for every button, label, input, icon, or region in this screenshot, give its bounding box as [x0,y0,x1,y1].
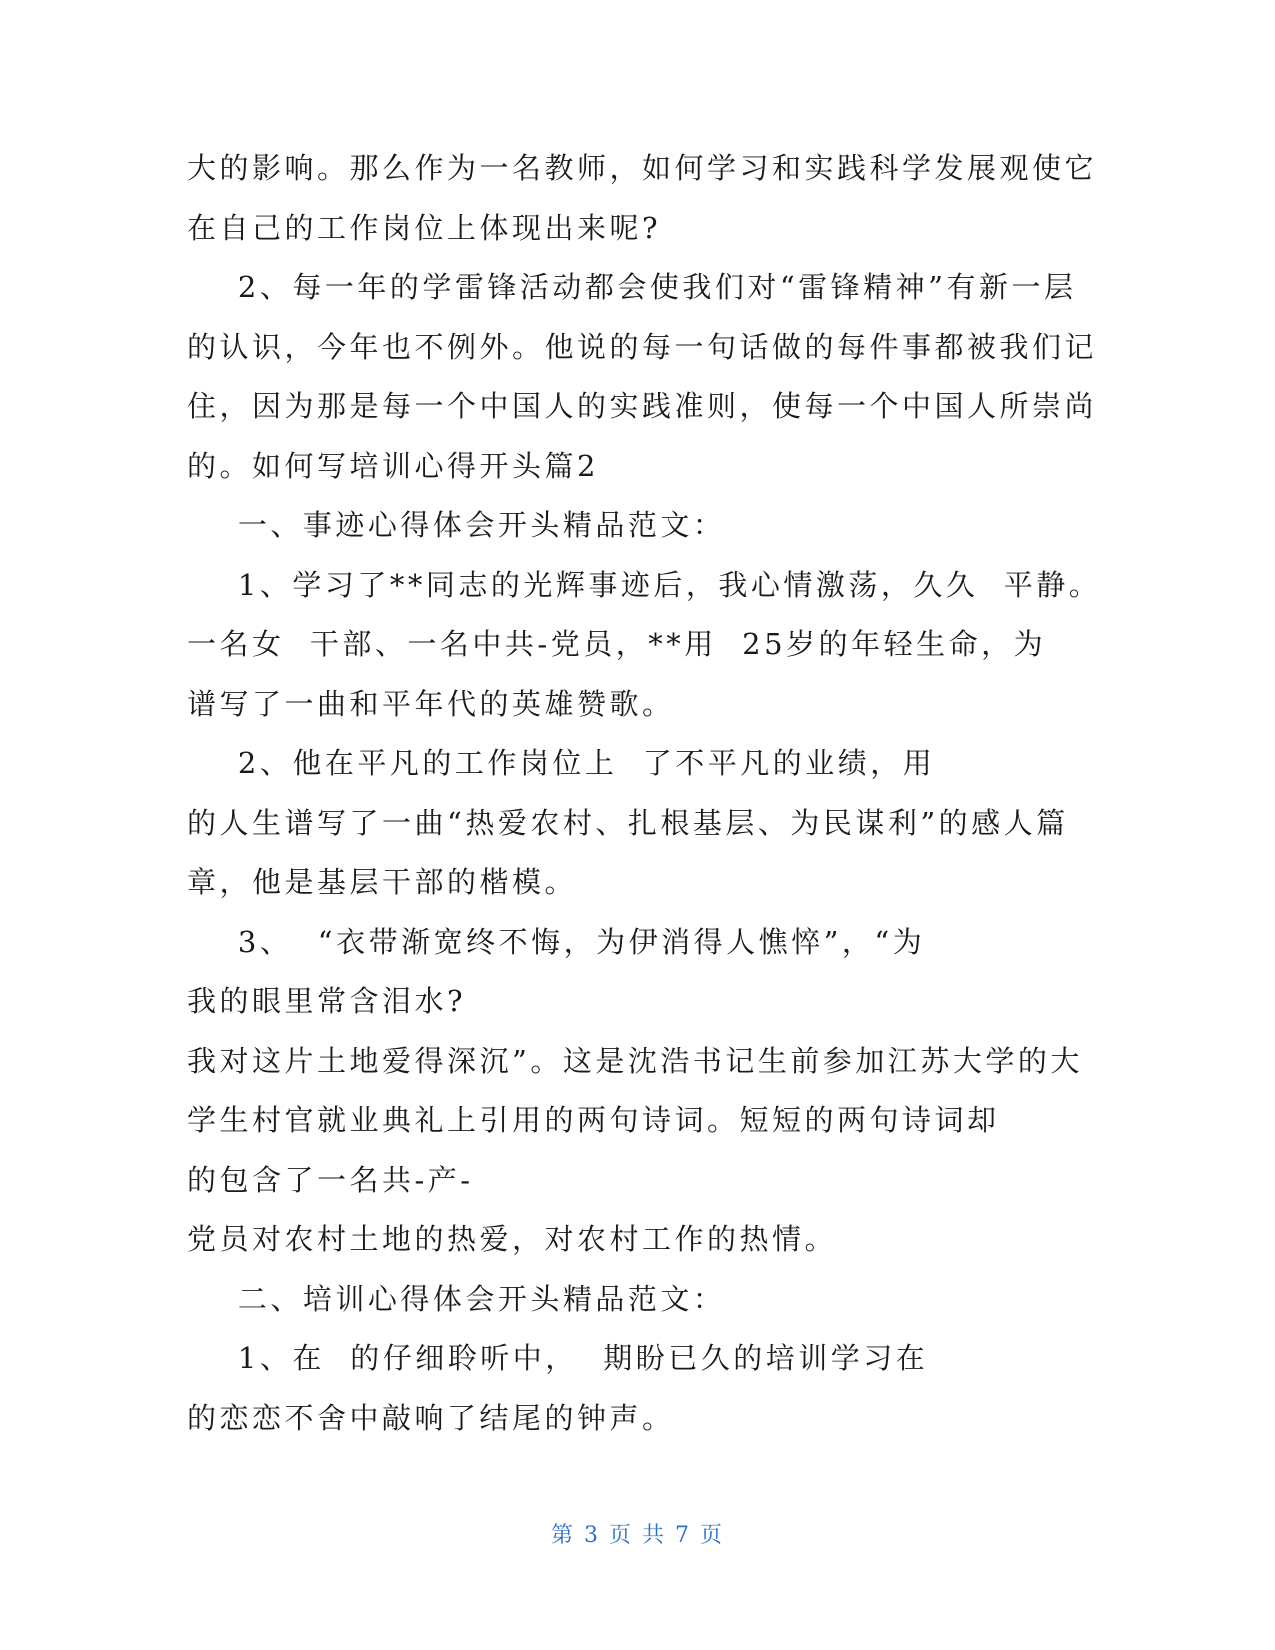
text-line: 的包含了一名共-产- [187,1162,474,1197]
page-number-footer: 第 3 页 共 7 页 [551,1523,724,1548]
text-line: 3、 “衣带渐宽终不悔，为伊消得人憔悴”，“为 [187,924,926,959]
text-line: 的恋恋不舍中敲响了结尾的钟声。 [187,1400,675,1435]
text-line: 2、每一年的学雷锋活动都会使我们对“雷锋精神”有新一层 [187,270,1077,304]
text-line: 二、培训心得体会开头精品范文： [187,1281,726,1316]
text-line: 的。如何写培训心得开头篇2 [187,448,599,483]
text-line: 党员对农村土地的热爱，对农村工作的热情。 [187,1222,838,1256]
text-line: 在自己的工作岗位上体现出来呢? [187,210,662,245]
text-line: 学生村官就业典礼上引用的两句诗词。短短的两句诗词却 [187,1103,1000,1137]
text-line: 我的眼里常含泪水? [187,984,467,1018]
text-line: 章，他是基层干部的楷模。 [187,865,578,899]
text-line: 的认识，今年也不例外。他说的每一句话做的每件事都被我们记 [187,329,1098,364]
text-line: 1、在 的仔细聆听中， 期盼已久的培训学习在 [187,1341,929,1375]
text-line: 1、学习了**同志的光辉事迹后，我心情激荡，久久 平静。 [187,567,1102,602]
document-body [187,139,1102,1448]
text-line: 谱写了一曲和平年代的英雄赞歌。 [187,686,675,721]
text-line: 一、事迹心得体会开头精品范文： [187,508,726,542]
text-line: 住，因为那是每一个中国人的实践准则，使每一个中国人所崇尚 [187,389,1098,423]
text-line: 2、他在平凡的工作岗位上 了不平凡的业绩，用 [187,746,936,780]
text-line: 大的影响。那么作为一名教师，如何学习和实践科学发展观使它 [187,151,1098,185]
text-line: 的人生谱写了一曲“热爱农村、扎根基层、为民谋利”的感人篇 [187,805,1069,840]
text-line: 一名女 干部、一名中共-党员，**用 25岁的年轻生命，为 [187,627,1047,661]
text-line: 我对这片土地爱得深沉”。这是沈浩书记生前参加江苏大学的大 [187,1043,1083,1078]
